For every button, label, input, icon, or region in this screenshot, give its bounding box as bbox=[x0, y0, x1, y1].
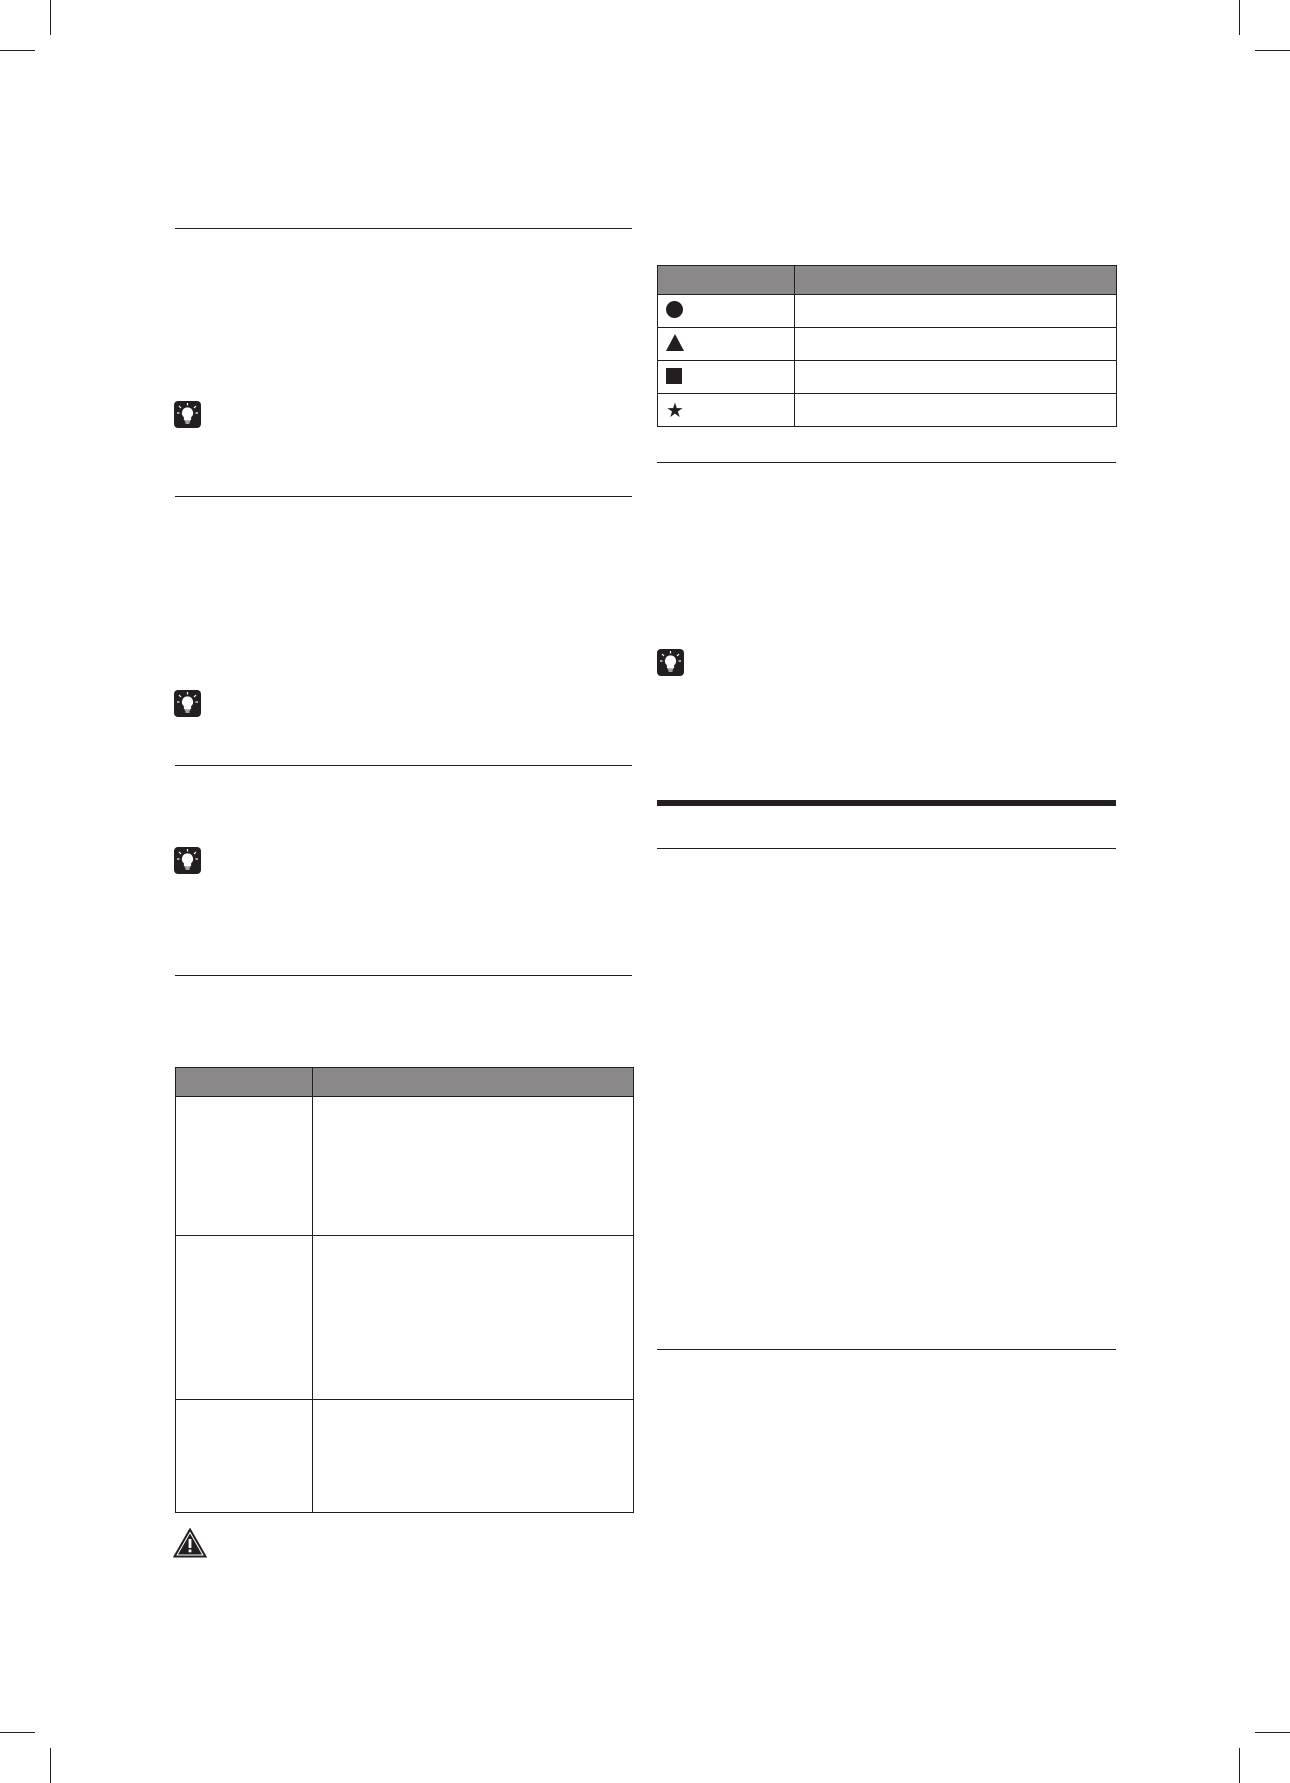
section-rule bbox=[175, 765, 632, 766]
star-icon: ★ bbox=[666, 398, 684, 422]
symbol-cell bbox=[658, 394, 795, 427]
lightbulb-icon bbox=[174, 847, 201, 874]
table-cell-description bbox=[795, 295, 1117, 328]
crop-mark-top-right-vertical bbox=[1239, 0, 1240, 35]
table-row bbox=[658, 328, 1117, 361]
crop-mark-top-right-horizontal bbox=[1255, 50, 1290, 51]
lightbulb-icon bbox=[174, 690, 201, 717]
crop-mark-bottom-left-vertical bbox=[50, 1748, 51, 1783]
triangle-icon bbox=[666, 334, 684, 351]
warning-triangle-icon bbox=[173, 1528, 207, 1558]
table-cell-description bbox=[313, 1097, 634, 1236]
table-row bbox=[658, 361, 1117, 394]
table-row bbox=[176, 1236, 634, 1400]
table-cell-label bbox=[176, 1236, 313, 1400]
section-rule bbox=[175, 496, 632, 497]
crop-mark-bottom-left-horizontal bbox=[0, 1732, 35, 1733]
table-cell-description bbox=[795, 328, 1117, 361]
crop-mark-bottom-right-vertical bbox=[1239, 1748, 1240, 1783]
chapter-rule-thick bbox=[657, 800, 1116, 806]
table-cell-label bbox=[176, 1400, 313, 1513]
table-header-row bbox=[658, 266, 1117, 295]
table-header-cell bbox=[795, 266, 1117, 295]
section-rule bbox=[657, 1349, 1116, 1350]
lightbulb-icon bbox=[657, 649, 684, 676]
crop-mark-bottom-right-horizontal bbox=[1255, 1732, 1290, 1733]
symbol-table bbox=[657, 265, 1117, 427]
table-cell-label bbox=[176, 1097, 313, 1236]
section-rule bbox=[657, 848, 1116, 849]
symbol-cell bbox=[658, 361, 795, 394]
table-header-row bbox=[176, 1068, 634, 1097]
table-row bbox=[176, 1400, 634, 1513]
crop-mark-top-left-vertical bbox=[50, 0, 51, 35]
table-header-cell bbox=[658, 266, 795, 295]
table-cell-description bbox=[313, 1236, 634, 1400]
circle-icon bbox=[666, 301, 683, 318]
section-rule bbox=[657, 462, 1116, 463]
section-rule bbox=[175, 228, 632, 229]
crop-mark-top-left-horizontal bbox=[0, 50, 35, 51]
section-rule bbox=[175, 975, 632, 976]
square-icon bbox=[666, 368, 682, 384]
table-row bbox=[658, 295, 1117, 328]
info-table bbox=[175, 1067, 634, 1513]
table-cell-description bbox=[795, 394, 1117, 427]
table-row bbox=[658, 394, 1117, 427]
symbol-cell bbox=[658, 328, 795, 361]
table-header-cell bbox=[176, 1068, 313, 1097]
lightbulb-icon bbox=[174, 401, 201, 428]
table-cell-description bbox=[795, 361, 1117, 394]
table-cell-description bbox=[313, 1400, 634, 1513]
table-header-cell bbox=[313, 1068, 634, 1097]
symbol-cell bbox=[658, 295, 795, 328]
table-row bbox=[176, 1097, 634, 1236]
